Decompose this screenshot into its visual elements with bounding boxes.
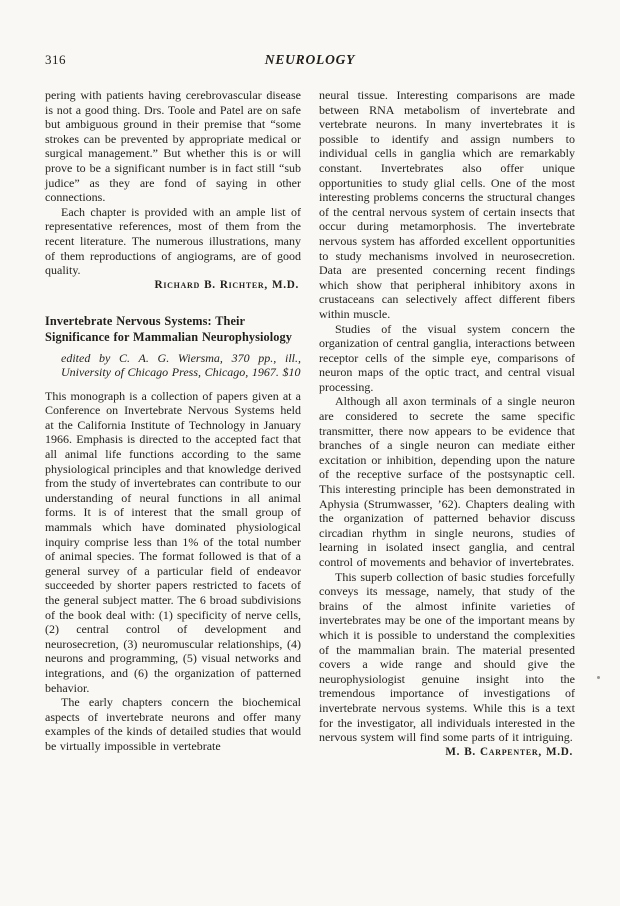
review2-paragraph-2-right: neural tissue. Interesting comparisons are made between RNA metabolism of invertebrate and vertebrate neurons. In many invertebrates it is possible to identify and assign numbers to individual cells in ganglia which are remarkably constant. Invertebrates also offer unique opportunities to study glial cells. One of the most interesting problems concerns the structural changes of the central nervous system of certain insects that occur during metamorphosis. The invertebrate nervous system has afforded excellent opportunities to study mechanisms involved in neurosecretion. Data are presented concerning recent findings which show that peripheral inhibitory axons in crustaceans can selectively affect different fibers within muscle. <box>319 88 575 321</box>
running-head: NEUROLOGY <box>264 52 356 67</box>
reviewer-signature-carpenter: M. B. Carpenter, M.D. <box>445 745 573 758</box>
review2-paragraph-2-left: The early chapters concern the biochemical aspects of invertebrate neurons and offer many examples of the kinds of detailed studies that would be virtually impossible in vertebrate <box>45 695 301 753</box>
two-column-body <box>0 68 620 759</box>
right-column <box>319 88 575 759</box>
review2-paragraph-1: This monograph is a collection of papers given at a Conference on Invertebrate Nervous Systems held at the California Institute of Technology in January 1966. Emphasis is directed to the accepted fact that all animal life functions according to the same physiological principles and that knowledge derived from the study of invertebrates can contribute to our understanding of neural functions in all animal forms. It is of interest that the small group of mammals which have dominated physiological inquiry comprise less than 1% of the total number of animal species. The format followed is that of a general survey of a particular field of endeavor succeeded by shorter papers restricted to facets of the general subject matter. The 6 broad subdivisions of the book deal with: (1) specificity of nerve cells, (2) central control of development and neurosecretion, (3) neuromuscular relationships, (4) neurons and programming, (5) visual networks and integrations, and (6) the organization of patterned behavior. <box>45 388 301 695</box>
scan-speck-artifact <box>597 676 600 679</box>
review2-paragraph-4: Although all axon terminals of a single neuron are considered to secrete the same specific transmitter, there now appears to be evidence that branches of a single neuron can mediate either excitation or inhibition, depending upon the nature of the receptive surface of the postsynaptic cell. This interesting principle has been demonstrated in Aphysia (Strumwasser, ’62). Chapters dealing with the organization of patterned behavior discuss circadian rhythm in single neurons, studies of learning in isolated insect ganglia, and central control of movements and behavior of invertebrates. <box>319 394 575 569</box>
left-column <box>45 88 301 759</box>
book-review-title: Invertebrate Nervous Systems: Their Significance for Mammalian Neurophysiology <box>45 314 293 344</box>
review1-closing-paragraph: Each chapter is provided with an ample list of representative references, most of them from the recent literature. The numerous illustrations, many of them reproductions of angiograms, are of good quality. <box>45 204 301 278</box>
reviewer-signature-richter: Richard B. Richter, M.D. <box>154 278 299 291</box>
page-number: 316 <box>45 52 66 67</box>
review2-paragraph-3: Studies of the visual system concern the organization of central ganglia, interactions between receptor cells of the simple eye, comparisons of neuron maps of the optic tract, and central visual processing. <box>319 321 575 394</box>
book-citation: edited by C. A. G. Wiersma, 370 pp., ill., University of Chicago Press, Chicago, 1967. $10 <box>61 350 301 380</box>
review1-continuation-paragraph: pering with patients having cerebrovascular disease is not a good thing. Drs. Toole and Patel are on safe but ambiguous ground in their premise that “some strokes can be prevented by appropriate medical or surgical management.” But whether this is or will prove to be a significant number is in fact still “sub judice” as they are fond of saying in other connections. <box>45 88 301 205</box>
review2-paragraph-5: This superb collection of basic studies forcefully conveys its message, namely, that study of the brains of the almost infinite varieties of invertebrates may be one of the important means by which it is possible to understand the complexities of the mammalian brain. The material presented covers a wide range and should give the neurophysiologist genuine insight into the tremendous importance of investigations of invertebrate nervous systems. While this is a text for the investigator, all individuals interested in the nervous system will find some parts of it intriguing. <box>319 569 575 745</box>
page-header <box>0 0 620 68</box>
